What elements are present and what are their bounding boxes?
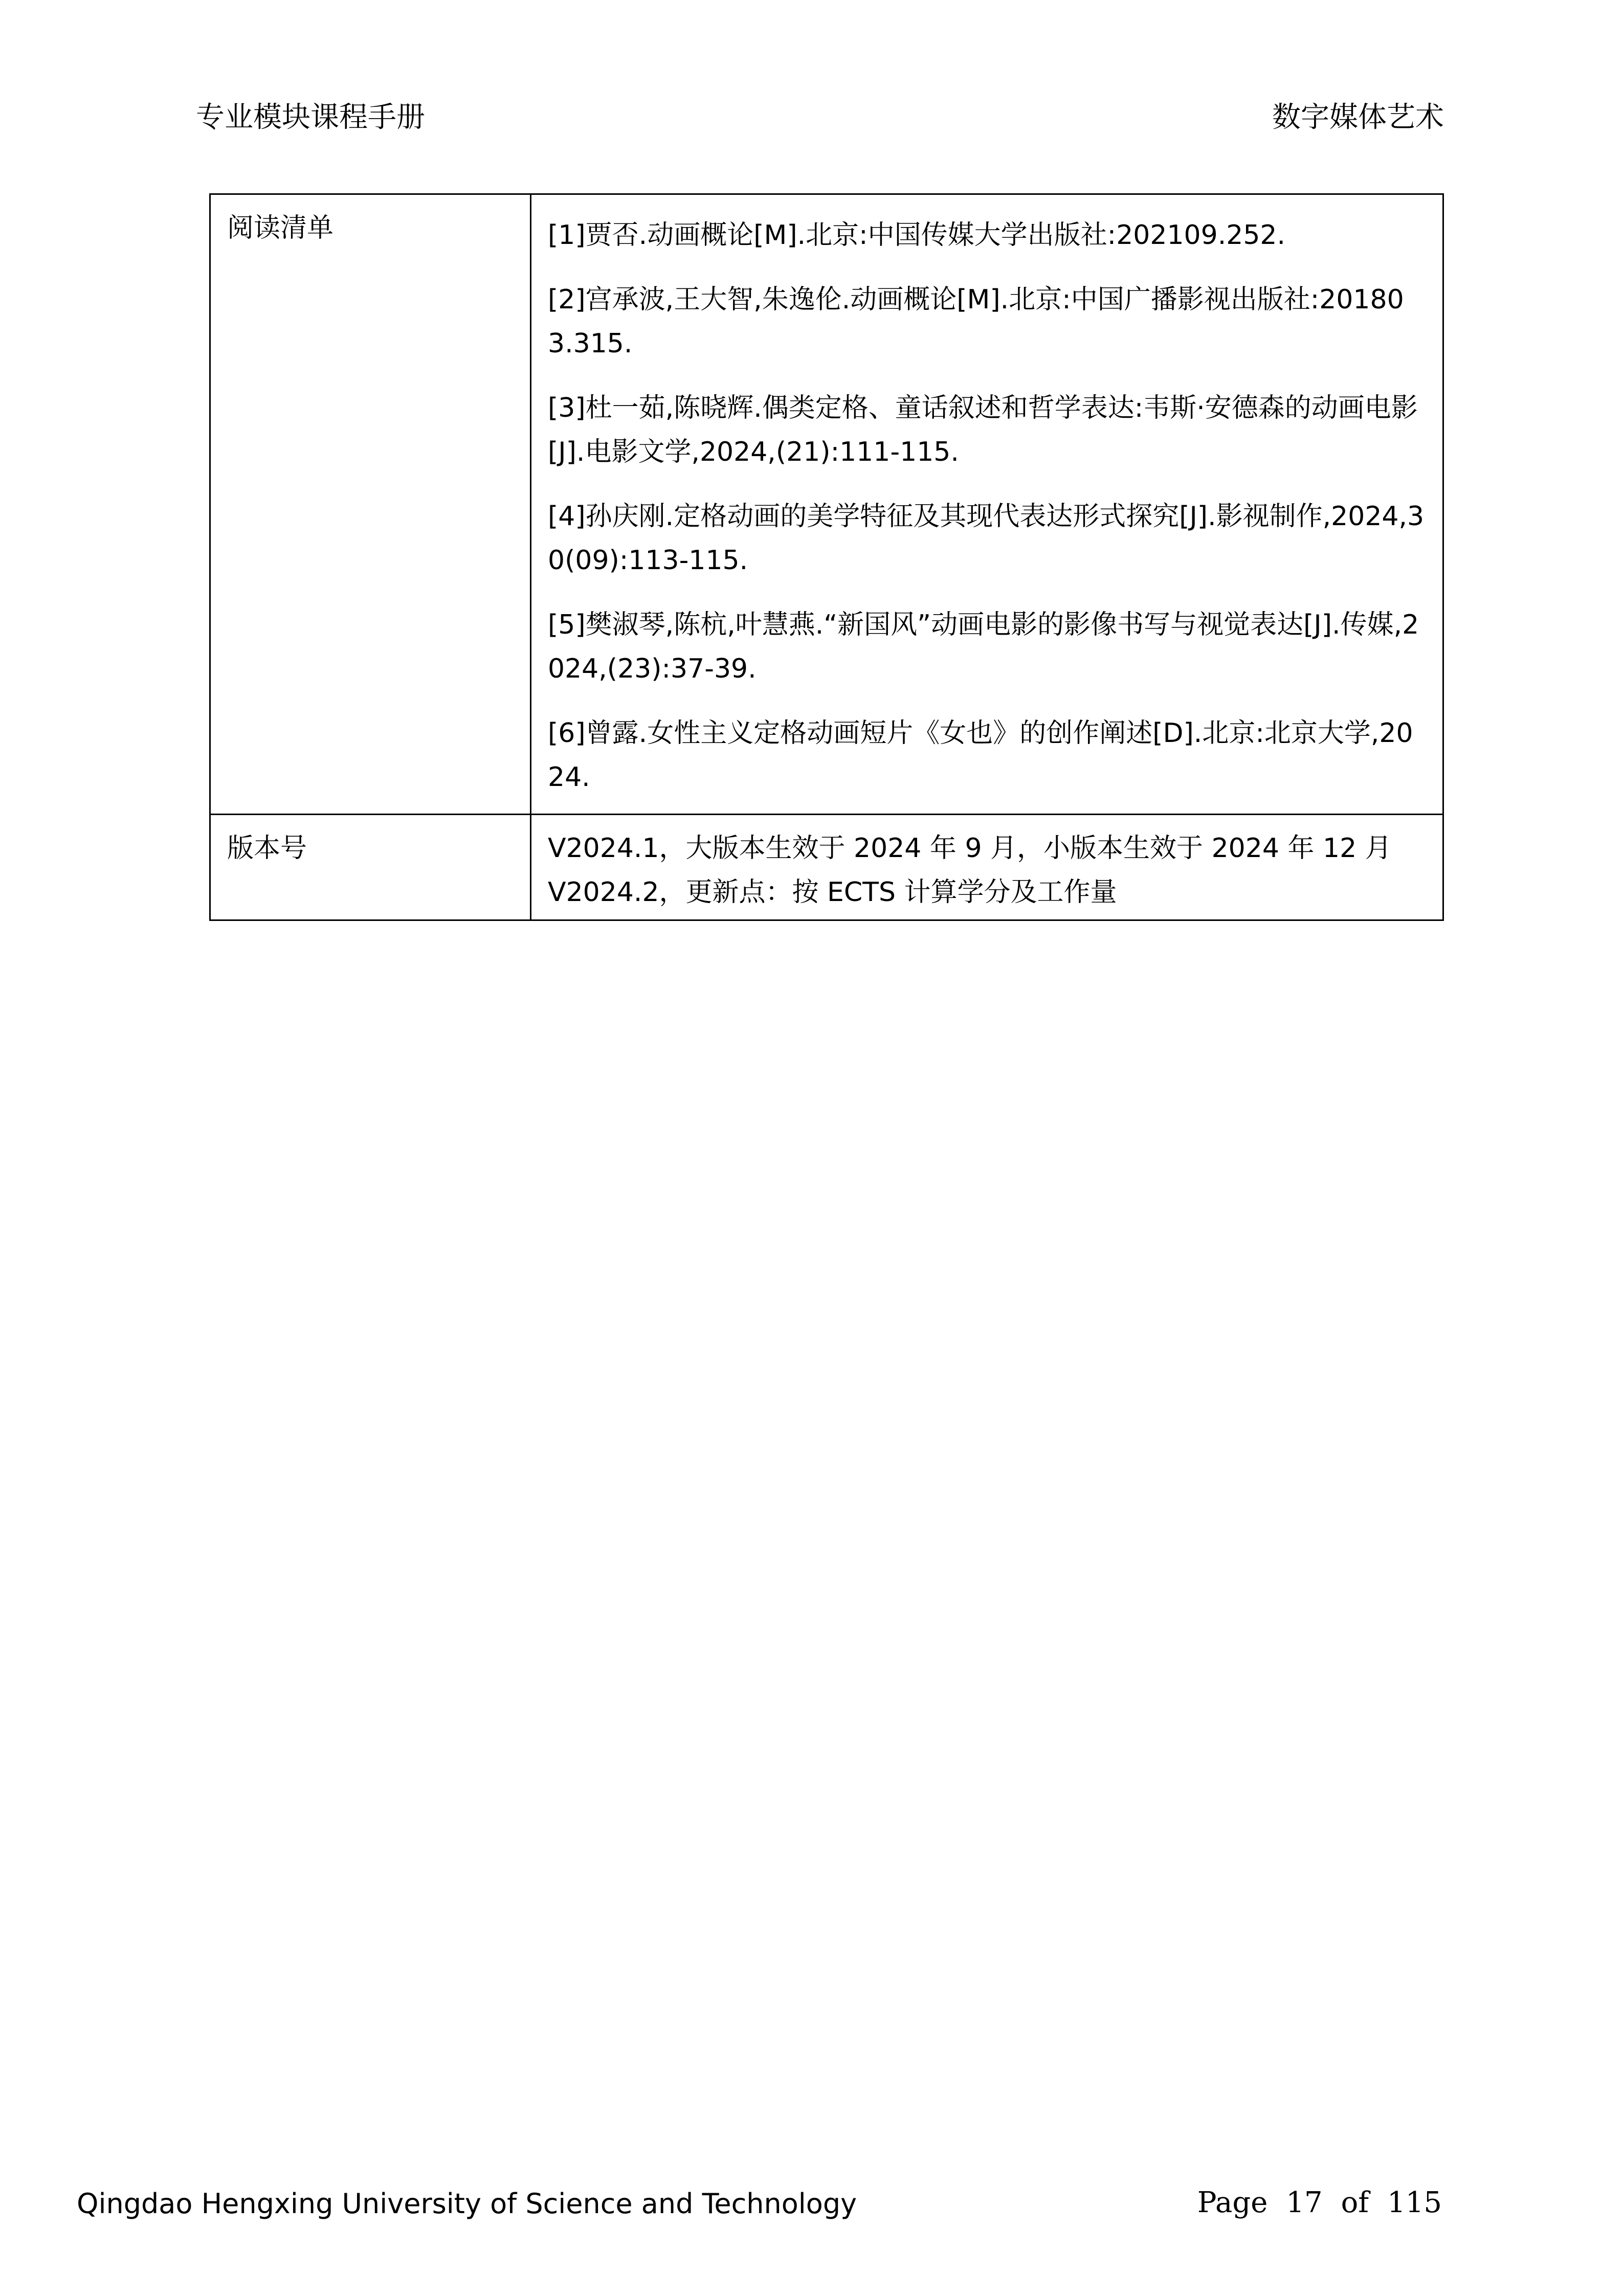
reading-list-label: 阅读清单 — [210, 194, 531, 815]
version-line: V2024.1，大版本生效于 2024 年 9 月，小版本生效于 2024 年 12 月 — [548, 833, 1392, 864]
reference-item: [2]宫承波,王大智,朱逸伦.动画概论[M].北京:中国广播影视出版社:201803.315. — [548, 284, 1404, 359]
reference-item: [6]曾露.女性主义定格动画短片《女也》的创作阐述[D].北京:北京大学,2024. — [548, 718, 1413, 793]
reference-item: [4]孙庆刚.定格动画的美学特征及其现代表达形式探究[J].影视制作,2024,30(09):113-115. — [548, 501, 1425, 576]
footer-page-indicator — [1197, 2182, 1442, 2223]
version-content — [531, 815, 1443, 920]
page-word: Page — [1197, 2186, 1268, 2219]
course-info-table — [209, 193, 1444, 921]
of-word: of — [1341, 2186, 1369, 2219]
page-number: 17 — [1286, 2186, 1323, 2219]
version-row — [210, 815, 1443, 920]
reading-list-content — [531, 194, 1443, 815]
version-line: V2024.2，更新点：按 ECTS 计算学分及工作量 — [548, 877, 1117, 908]
footer-institution-name: Qingdao Hengxing University of Science and Technology — [77, 2188, 857, 2220]
page-total: 115 — [1387, 2186, 1442, 2219]
header-major-name: 数字媒体艺术 — [1272, 101, 1444, 134]
version-label: 版本号 — [210, 815, 531, 920]
reading-list-row — [210, 194, 1443, 815]
header-course-handbook-title: 专业模块课程手册 — [196, 101, 425, 134]
reference-item: [1]贾否.动画概论[M].北京:中国传媒大学出版社:202109.252. — [548, 220, 1286, 251]
reference-item: [5]樊淑琴,陈杭,叶慧燕.“新国风”动画电影的影像书写与视觉表达[J].传媒,2024,(23):37-39. — [548, 610, 1419, 684]
reference-item: [3]杜一茹,陈晓辉.偶类定格、童话叙述和哲学表达:韦斯·安德森的动画电影[J].电影文学,2024,(21):111-115. — [548, 393, 1418, 467]
